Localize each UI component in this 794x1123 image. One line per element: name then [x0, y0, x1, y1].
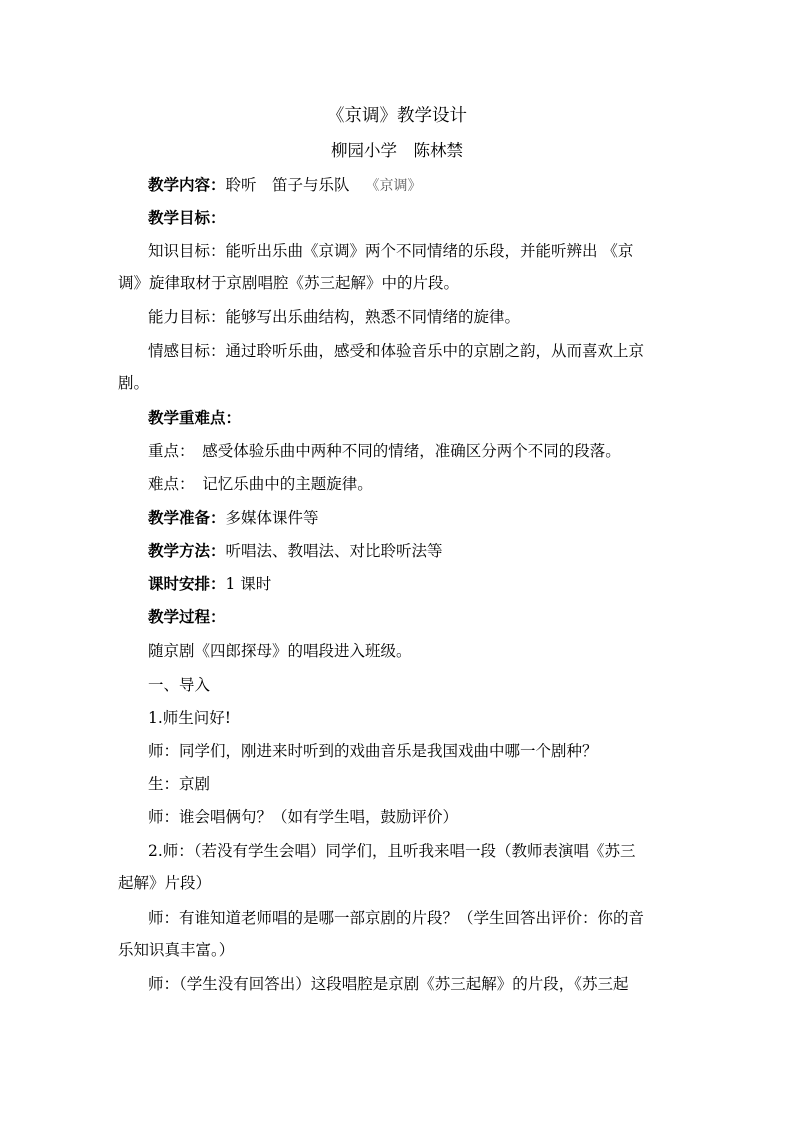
teacher-question-3-line-1: 师：有谁知道老师唱的是哪一部京剧的片段？（学生回答出评价：你的音 — [148, 909, 645, 927]
knowledge-goal-line-2: 调》旋律取材于京剧唱腔《苏三起解》中的片段。 — [118, 274, 460, 292]
teaching-content-text: 聆听 笛子与乐队 — [225, 176, 350, 194]
teaching-content-line — [148, 175, 708, 196]
step-2-line-2: 起解》片段） — [118, 874, 212, 892]
author-line: 柳园小学 陈林禁 — [331, 141, 463, 160]
knowledge-goal-line-1: 知识目标：能听出乐曲《京调》两个不同情绪的乐段，并能听辨出 《京 — [148, 242, 634, 260]
emotion-goal-line-1: 情感目标：通过聆听乐曲，感受和体验音乐中的京剧之韵，从而喜欢上京 — [148, 342, 645, 360]
section-intro-heading: 一、导入 — [148, 676, 211, 694]
goals-heading: 教学目标： — [148, 208, 226, 227]
student-answer-1: 生：京剧 — [148, 775, 211, 793]
teaching-content-ref: 《京调》 — [365, 178, 422, 194]
difficulty-line: 难点： 记忆乐曲中的主题旋律。 — [148, 475, 373, 493]
schedule-label: 课时安排： — [148, 574, 226, 593]
method-text: 听唱法、教唱法、对比聆听法等 — [225, 542, 443, 560]
prep-text: 多媒体课件等 — [225, 509, 319, 527]
process-heading: 教学过程： — [148, 607, 226, 626]
prep-line — [148, 508, 708, 528]
method-label: 教学方法： — [148, 541, 226, 560]
teacher-question-1: 师：同学们，刚进来时听到的戏曲音乐是我国戏曲中哪一个剧种？ — [148, 742, 598, 760]
schedule-line — [148, 574, 708, 594]
key-point-line: 重点： 感受体验乐曲中两种不同的情绪，准确区分两个不同的段落。 — [148, 442, 621, 460]
teaching-content-label: 教学内容： — [148, 175, 226, 194]
schedule-text: 1 课时 — [225, 575, 272, 593]
teacher-question-2: 师：谁会唱俩句？（如有学生唱，鼓励评价） — [148, 808, 459, 826]
process-intro: 随京剧《四郎探母》的唱段进入班级。 — [148, 642, 412, 660]
teacher-explanation-line-1: 师：（学生没有回答出）这段唱腔是京剧《苏三起解》的片段，《苏三起 — [148, 975, 629, 993]
prep-label: 教学准备： — [148, 508, 226, 527]
emotion-goal-line-2: 剧。 — [118, 374, 150, 392]
step-1-line: 1.师生问好! — [148, 709, 232, 727]
document-title: 《京调》教学设计 — [327, 106, 467, 126]
method-line — [148, 541, 708, 561]
ability-goal-line: 能力目标：能够写出乐曲结构，熟悉不同情绪的旋律。 — [148, 308, 521, 326]
teacher-question-3-line-2: 乐知识真丰富。） — [118, 941, 235, 959]
step-2-line-1: 2.师：（若没有学生会唱）同学们，且听我来唱一段（教师表演唱《苏三 — [148, 842, 636, 860]
key-points-heading: 教学重难点： — [148, 408, 242, 427]
